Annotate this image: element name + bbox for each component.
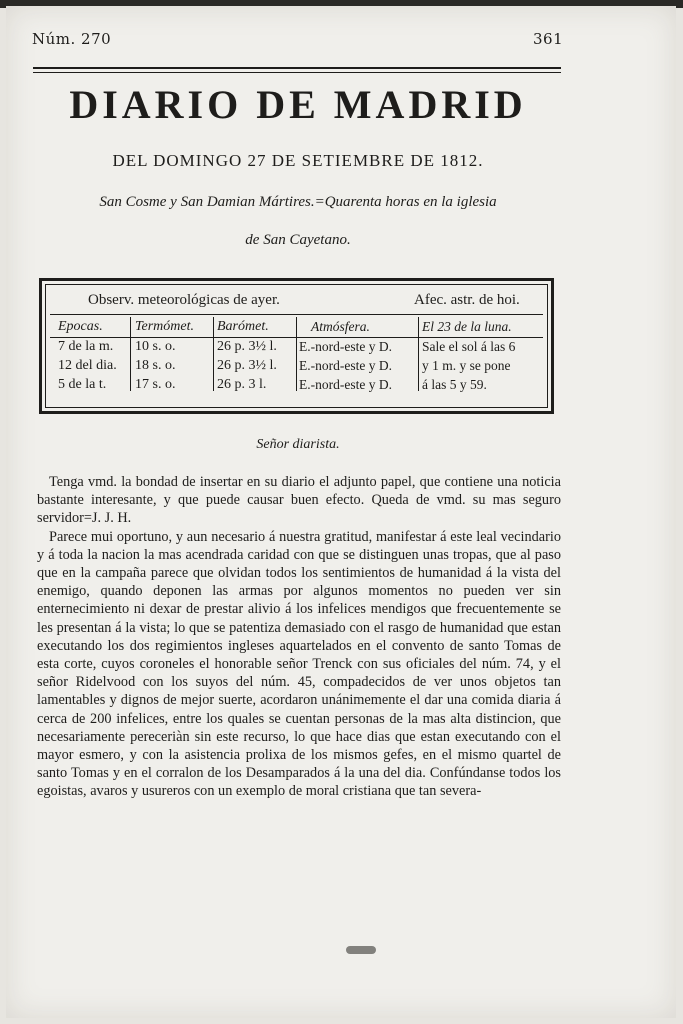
paragraph: Tenga vmd. la bondad de insertar en su diario el adjunto papel, que contiene una noticia bastante interesante, y que puede causar buen efecto. Queda de vmd. su mas seguro servidor=J. J. H. (37, 474, 561, 527)
issue-number: Núm. 270 (32, 30, 112, 48)
column-header: Epocas. (58, 319, 103, 334)
table-cell: 18 s. o. (135, 358, 176, 373)
page-number: 361 (533, 30, 564, 48)
saints-of-day-line1: San Cosme y San Damian Mártires.=Quarenta horas en la iglesia (99, 194, 497, 210)
table-cell: 17 s. o. (135, 377, 176, 392)
column-header: Atmósfera. (311, 319, 370, 334)
column-header: El 23 de la luna. (422, 319, 512, 334)
table-cell: 5 de la t. (58, 377, 107, 392)
table-cell: 26 p. 3½ l. (217, 358, 277, 373)
column-header: Termómet. (135, 319, 194, 334)
column-divider (130, 317, 131, 391)
column-barometro (217, 317, 295, 395)
column-atmosfera (299, 317, 417, 395)
column-divider (418, 317, 419, 391)
column-header: Barómet. (217, 319, 269, 334)
masthead-title: DIARIO DE MADRID (69, 82, 527, 127)
header-rule-bottom (33, 72, 561, 73)
column-luna (422, 317, 547, 395)
letter-salutation: Señor diarista. (256, 437, 340, 452)
column-divider (296, 317, 297, 391)
table-cell: 26 p. 3½ l. (217, 339, 277, 354)
weather-table (39, 278, 554, 414)
column-termometro (135, 317, 213, 395)
table-cell: 12 del dia. (58, 358, 117, 373)
table-cell: y 1 m. y se pone (422, 358, 511, 373)
table-cell: 26 p. 3 l. (217, 377, 267, 392)
table-cell: E.-nord-este y D. (299, 339, 392, 354)
table-cell: 7 de la m. (58, 339, 114, 354)
table-cell: E.-nord-este y D. (299, 377, 392, 392)
table-cell: á las 5 y 59. (422, 377, 487, 392)
table-cell: 10 s. o. (135, 339, 176, 354)
column-divider (213, 317, 214, 391)
newspaper-page (6, 6, 676, 1018)
table-cell: E.-nord-este y D. (299, 358, 392, 373)
weather-header-divider (50, 314, 543, 315)
header-rule-top (33, 67, 561, 69)
ink-smudge (346, 946, 376, 954)
letter-body (37, 473, 561, 801)
paragraph: Parece mui oportuno, y aun necesario á nuestra gratitud, manifestar á este leal vecindario y á toda la nacion la mas acendrada caridad con que se distinguen unas tropas, que al paso que en la campaña parece que olvidan todos los sentimientos de humanidad á la vista del enemigo, quando deponen las armas por algunos momentos no pueden ver sin enternecimiento ni dexar de prestar alivio á los infelices mendigos que frecuentemente se les presentan á la vista; lo que se patentiza demasiado con el rasgo de humanidad que estan executando los dos regimientos ingleses aquartelados en el convento de santo Tomas de esta corte, cuyos coroneles el honorable señor Trenck con sus oficiales del núm. 74, y el señor Ridelvood con los suyos del núm. 45, compadecidos de ver unos objetos tan lamentables y dignos de mejor suerte, acordaron unánimemente el dar una comida diaria á cerca de 200 infelices, entre los quales se cuentan personas de la mas alta distincion, que necesariamente pereceriàn sin este recurso, lo que hace dias que estan executando con el mayor esmero, y con la asistencia prolixa de los mismos gefes, en el mismo quartel de santo Tomas y en el corralon de los Desamparados á la una del dia. Confúndanse todos los egoistas, avaros y usureros con un exemplo de moral cristiana que tan severa- (37, 528, 561, 800)
column-epocas (58, 317, 130, 395)
weather-header-observations: Observ. meteorológicas de ayer. (88, 292, 280, 308)
dateline: DEL DOMINGO 27 DE SETIEMBRE DE 1812. (112, 151, 484, 170)
table-cell: Sale el sol á las 6 (422, 339, 516, 354)
weather-header-astronomy: Afec. astr. de hoi. (414, 292, 520, 308)
saints-of-day-line2: de San Cayetano. (245, 232, 351, 248)
